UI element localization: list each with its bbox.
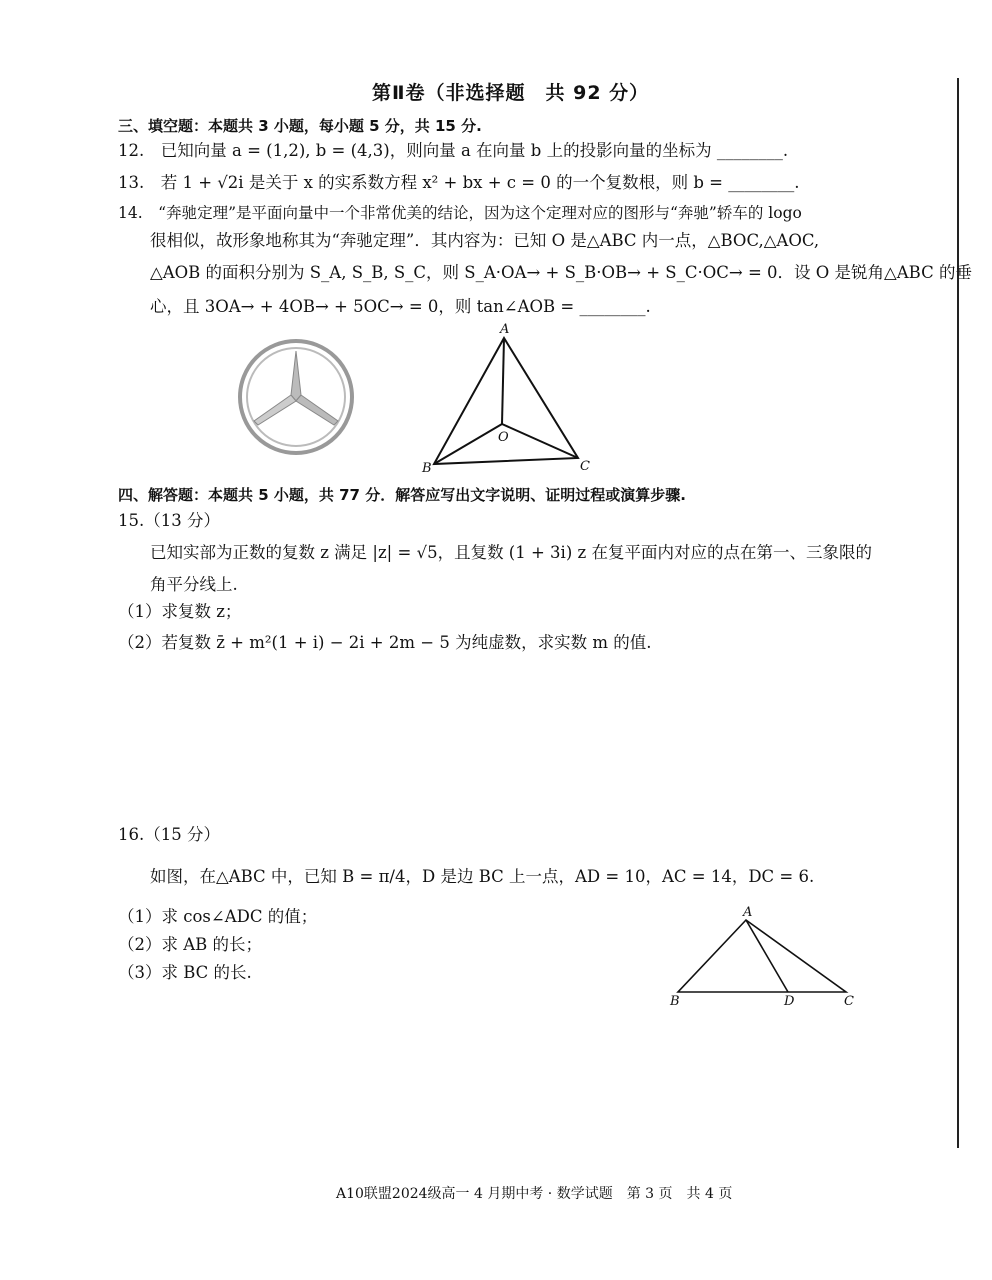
margin-rule — [957, 78, 959, 1148]
label-a: A — [500, 322, 510, 337]
label-c: C — [580, 459, 590, 474]
triangle-abc-figure — [418, 322, 598, 474]
triangle-abc — [678, 920, 846, 992]
question-16-part2: （2）求 AB 的长； — [118, 935, 263, 954]
question-16-head: 16.（15 分） — [118, 825, 220, 844]
question-14-line4: 心，且 3OA→ + 4OB→ + 5OC→ = 0，则 tan∠AOB = ________. — [150, 297, 651, 316]
label-b: B — [670, 994, 680, 1009]
question-14-line3: △AOB 的面积分别为 S_A, S_B, S_C，则 S_A·OA→ + S_B·OB→ + S_C·OC→ = 0．设 O 是锐角△ABC 的垂 — [150, 263, 972, 282]
section3-header: 三、填空题：本题共 3 小题，每小题 5 分，共 15 分. — [118, 117, 482, 135]
question-15-head: 15.（13 分） — [118, 511, 220, 530]
question-14-line2: 很相似，故形象地称其为“奔驰定理”．其内容为：已知 O 是△ABC 内一点，△BOC,△AOC, — [150, 231, 820, 250]
page-title: 第Ⅱ卷（非选择题 共 92 分） — [372, 82, 650, 104]
label-c: C — [844, 994, 854, 1009]
question-16-part3: （3）求 BC 的长. — [118, 963, 252, 982]
label-d: D — [784, 994, 795, 1009]
section4-header: 四、解答题：本题共 5 小题，共 77 分．解答应写出文字说明、证明过程或演算步骤. — [118, 486, 686, 504]
triangle-abc — [434, 338, 578, 464]
logo-star-right — [296, 395, 338, 425]
question-15-line1: 已知实部为正数的复数 z 满足 |z| = √5，且复数 (1 + 3i) z 在复平面内对应的点在第一、三象限的 — [150, 543, 872, 562]
question-15-line2: 角平分线上. — [150, 575, 238, 594]
label-b: B — [422, 461, 432, 474]
question-16-part1: （1）求 cos∠ADC 的值； — [118, 907, 318, 926]
segment-ao — [502, 338, 504, 424]
logo-star-left — [254, 395, 296, 425]
segment-ad — [746, 920, 788, 992]
page-footer: A10联盟2024级高一 4 月期中考 · 数学试题 第 3 页 共 4 页 — [336, 1186, 733, 1202]
question-15-part2: （2）若复数 z̄ + m²(1 + i) − 2i + 2m − 5 为纯虚数，求实数 m 的值. — [118, 633, 652, 652]
question-14-line1: 14. “奔驰定理”是平面向量中一个非常优美的结论，因为这个定理对应的图形与“奔驰”轿车的 logo — [118, 204, 802, 222]
mercedes-logo-figure — [236, 335, 356, 457]
logo-star-top — [291, 351, 301, 401]
question-15-part1: （1）求复数 z； — [118, 602, 242, 621]
triangle-abdc-figure — [664, 902, 864, 1010]
label-a: A — [743, 905, 753, 920]
label-o: O — [498, 430, 509, 445]
question-16-line1: 如图，在△ABC 中，已知 B = π/4，D 是边 BC 上一点，AD = 10，AC = 14，DC = 6. — [150, 867, 815, 886]
question-12: 12. 已知向量 a = (1,2), b = (4,3)，则向量 a 在向量 b 上的投影向量的坐标为 ________. — [118, 141, 789, 160]
question-13: 13. 若 1 + √2i 是关于 x 的实系数方程 x² + bx + c = 0 的一个复数根，则 b = ________. — [118, 173, 800, 192]
